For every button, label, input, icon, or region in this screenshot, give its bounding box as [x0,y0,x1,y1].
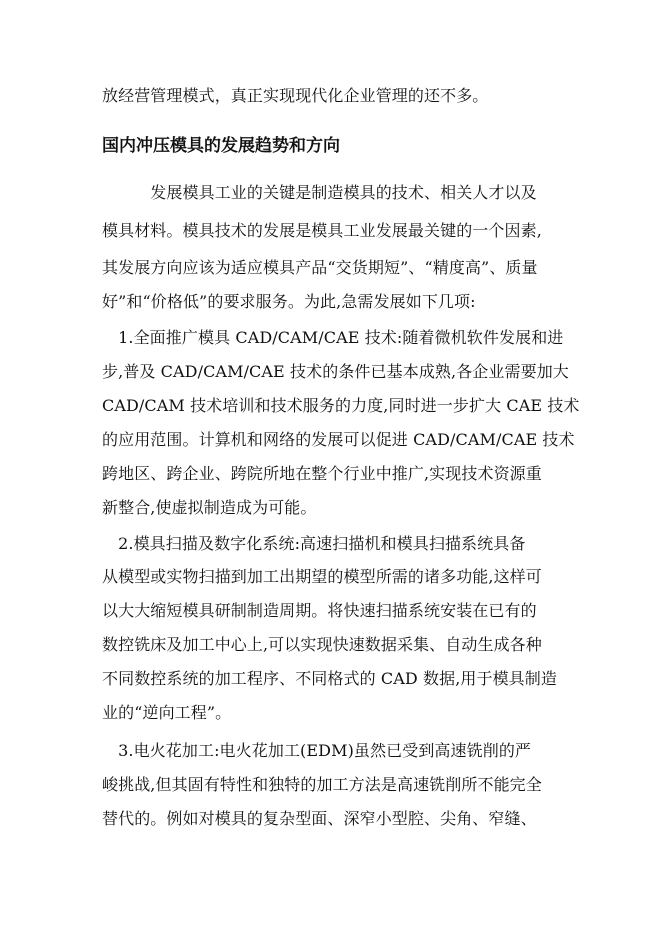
paragraph-line: 好”和“价格低”的要求服务。为此,急需发展如下几项: [102,292,476,311]
paragraph-line: 业的“逆向工程”。 [102,703,232,722]
paragraph-line: 步,普及 CAD/CAM/CAE 技术的条件已基本成熟,各企业需要加大 [102,362,569,381]
paragraph-line: 跨地区、跨企业、跨院所地在整个行业中推广,实现技术资源重 [102,464,542,483]
intro-line: 放经营管理模式，真正实现现代化企业管理的还不多。 [102,86,489,105]
paragraph-line: 以大大缩短模具研制制造周期。将快速扫描系统安装在已有的 [102,601,537,620]
paragraph-line: 2.模具扫描及数字化系统:高速扫描机和模具扫描系统具备 [102,534,526,553]
paragraph-line: 发展模具工业的关键是制造模具的技术、相关人才以及 [102,183,537,202]
paragraph-line: 模具材料。模具技术的发展是模具工业发展最关键的一个因素, [102,221,542,240]
paragraph-line: 3.电火花加工:电火花加工(EDM)虽然已受到高速铣削的严 [102,741,532,760]
paragraph-line: CAD/CAM 技术培训和技术服务的力度,同时进一步扩大 CAE 技术 [102,396,580,415]
paragraph-line: 替代的。例如对模具的复杂型面、深窄小型腔、尖角、窄缝、 [102,809,537,828]
paragraph-line: 数控铣床及加工中心上,可以实现快速数据采集、自动生成各种 [102,635,542,654]
section-heading: 国内冲压模具的发展趋势和方向 [102,136,340,156]
paragraph-line: 其发展方向应该为适应模具产品“交货期短”、“精度高”、质量 [102,258,538,277]
paragraph-line: 不同数控系统的加工程序、不同格式的 CAD 数据,用于模具制造 [102,669,557,688]
paragraph-line: 1.全面推广模具 CAD/CAM/CAE 技术:随着微机软件发展和进 [102,328,564,347]
paragraph-line: 从模型或实物扫描到加工出期望的模型所需的诸多功能,这样可 [102,567,542,586]
paragraph-line: 峻挑战,但其固有特性和独特的加工方法是高速铣削所不能完全 [102,775,542,794]
paragraph-line: 的应用范围。计算机和网络的发展可以促进 CAD/CAM/CAE 技术 [102,430,575,449]
paragraph-line: 新整合,使虚拟制造成为可能。 [102,498,317,517]
